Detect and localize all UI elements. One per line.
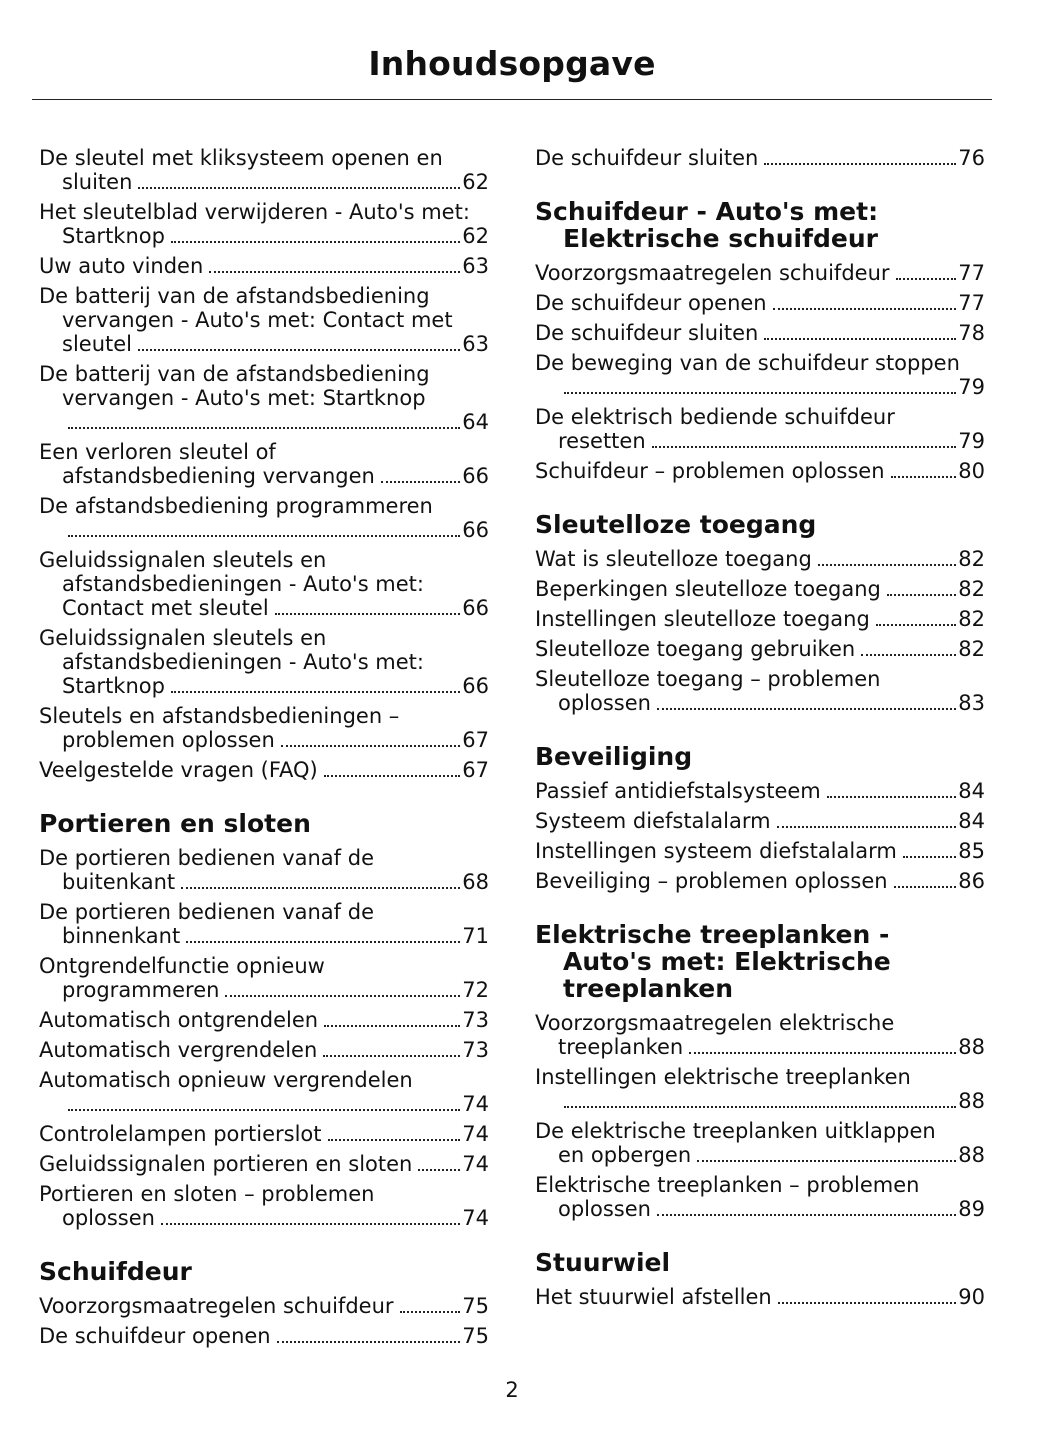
dot-leader <box>818 564 956 566</box>
dot-leader <box>161 1223 460 1225</box>
toc-entry-text: vervangen - Auto's met: Contact met <box>62 308 453 332</box>
toc-page-number: 63 <box>462 332 489 356</box>
toc-entry[interactable] <box>535 1285 985 1309</box>
dot-leader <box>564 392 956 394</box>
toc-entry[interactable] <box>39 1038 489 1062</box>
toc-entry[interactable] <box>39 1324 489 1348</box>
section-heading-sleutelloze: Sleutelloze toegang <box>535 510 817 539</box>
toc-group-sleutels <box>39 146 489 782</box>
dot-leader <box>778 1302 957 1304</box>
toc-entry-text: oplossen <box>558 691 651 715</box>
toc-entry[interactable] <box>535 1065 985 1113</box>
toc-entry[interactable] <box>39 440 489 488</box>
toc-entry[interactable] <box>39 758 489 782</box>
toc-entry[interactable] <box>535 869 985 893</box>
toc-entry-text: Startknop <box>62 674 165 698</box>
toc-entry-text: De beweging van de schuifdeur stoppen <box>535 351 960 375</box>
toc-entry[interactable] <box>39 1068 489 1116</box>
toc-entry[interactable] <box>39 1008 489 1032</box>
dot-leader <box>68 427 460 429</box>
toc-section-portieren <box>39 846 489 1230</box>
toc-page-number: 88 <box>958 1143 985 1167</box>
toc-entry-text: afstandsbedieningen - Auto's met: <box>62 572 424 596</box>
toc-entry-text: Voorzorgsmaatregelen schuifdeur <box>39 1294 394 1318</box>
toc-page-number: 72 <box>462 978 489 1002</box>
toc-page-number: 77 <box>958 261 985 285</box>
toc-entry[interactable] <box>535 321 985 345</box>
toc-entry-text: Portieren en sloten – problemen <box>39 1182 375 1206</box>
toc-section-elektrische-schuifdeur <box>535 261 985 483</box>
toc-entry[interactable] <box>39 704 489 752</box>
toc-page-number: 82 <box>958 547 985 571</box>
dot-leader <box>138 349 460 351</box>
toc-page-number: 76 <box>958 146 985 170</box>
section-heading-line: Elektrische treeplanken - <box>535 920 890 949</box>
toc-entry-text: vervangen - Auto's met: Startknop <box>62 386 426 410</box>
toc-entry-text: afstandsbediening vervangen <box>62 464 375 488</box>
toc-entry[interactable] <box>39 954 489 1002</box>
dot-leader <box>68 1109 460 1111</box>
toc-entry-text: Veelgestelde vragen (FAQ) <box>39 758 318 782</box>
toc-entry[interactable] <box>535 637 985 661</box>
toc-entry-text: sleutel <box>62 332 132 356</box>
dot-leader <box>861 654 956 656</box>
dot-leader <box>689 1052 956 1054</box>
toc-entry-text: De afstandsbediening programmeren <box>39 494 433 518</box>
toc-entry-text: binnenkant <box>62 924 181 948</box>
toc-entry-text: en opbergen <box>558 1143 692 1167</box>
toc-entry-text: problemen oplossen <box>62 728 275 752</box>
toc-entry[interactable] <box>535 779 985 803</box>
toc-entry-text: Contact met sleutel <box>62 596 269 620</box>
toc-page-number: 77 <box>958 291 985 315</box>
toc-entry[interactable] <box>39 1294 489 1318</box>
dot-leader <box>381 481 460 483</box>
toc-entry-text: Controlelampen portierslot <box>39 1122 322 1146</box>
toc-entry-text: De sleutel met kliksysteem openen en <box>39 146 443 170</box>
dot-leader <box>777 826 957 828</box>
toc-entry[interactable] <box>39 626 489 698</box>
dot-leader <box>186 941 460 943</box>
toc-entry-text: treeplanken <box>558 1035 684 1059</box>
title-divider <box>32 99 992 100</box>
toc-entry[interactable] <box>535 146 985 170</box>
toc-entry[interactable] <box>535 459 985 483</box>
toc-entry-text: De elektrische treeplanken uitklappen <box>535 1119 936 1143</box>
toc-page-number: 85 <box>958 839 985 863</box>
toc-entry-text: Automatisch opnieuw vergrendelen <box>39 1068 413 1092</box>
toc-entry-text: Schuifdeur – problemen oplossen <box>535 459 885 483</box>
toc-entry[interactable] <box>535 547 985 571</box>
toc-page-number: 74 <box>462 1122 489 1146</box>
toc-page-number: 88 <box>958 1035 985 1059</box>
toc-entry[interactable] <box>39 1152 489 1176</box>
dot-leader <box>657 708 956 710</box>
toc-entry[interactable] <box>535 607 985 631</box>
toc-entry-text: Geluidssignalen sleutels en <box>39 626 327 650</box>
dot-leader <box>903 856 956 858</box>
toc-page-number: 75 <box>462 1324 489 1348</box>
toc-entry[interactable] <box>535 351 985 399</box>
toc-page-number: 66 <box>462 674 489 698</box>
toc-section-treeplanken <box>535 1011 985 1221</box>
toc-left-column <box>39 146 489 1354</box>
toc-page-number: 83 <box>958 691 985 715</box>
toc-entry[interactable] <box>535 291 985 315</box>
toc-page-number: 64 <box>462 410 489 434</box>
section-heading-portieren: Portieren en sloten <box>39 809 311 838</box>
toc-entry-text: resetten <box>558 429 646 453</box>
dot-leader <box>323 1055 460 1057</box>
toc-entry-text: Elektrische treeplanken – problemen <box>535 1173 920 1197</box>
dot-leader <box>773 308 957 310</box>
dot-leader <box>171 691 460 693</box>
toc-entry[interactable] <box>535 577 985 601</box>
dot-leader <box>652 446 957 448</box>
toc-page-number: 84 <box>958 809 985 833</box>
toc-entry-text: De portieren bedienen vanaf de <box>39 900 374 924</box>
toc-entry-text: Het stuurwiel afstellen <box>535 1285 772 1309</box>
dot-leader <box>209 271 460 273</box>
toc-entry-text: Een verloren sleutel of <box>39 440 276 464</box>
toc-entry-text: Sleutelloze toegang gebruiken <box>535 637 856 661</box>
dot-leader <box>764 338 956 340</box>
toc-page-number: 75 <box>462 1294 489 1318</box>
dot-leader <box>400 1311 461 1313</box>
dot-leader <box>657 1214 956 1216</box>
section-heading-stuurwiel: Stuurwiel <box>535 1248 671 1277</box>
toc-entry[interactable] <box>39 1122 489 1146</box>
toc-entry-text: Geluidssignalen portieren en sloten <box>39 1152 413 1176</box>
toc-page-number: 88 <box>958 1089 985 1113</box>
dot-leader <box>894 886 957 888</box>
toc-entry[interactable] <box>39 846 489 894</box>
toc-entry-text: Ontgrendelfunctie opnieuw <box>39 954 325 978</box>
dot-leader <box>277 1341 461 1343</box>
toc-section-schuifdeur <box>39 1294 489 1348</box>
toc-entry[interactable] <box>39 1182 489 1230</box>
toc-entry[interactable] <box>39 548 489 620</box>
toc-page-number: 67 <box>462 758 489 782</box>
toc-entry-text: De schuifdeur sluiten <box>535 146 759 170</box>
dot-leader <box>324 1025 460 1027</box>
section-heading-beveiliging: Beveiliging <box>535 742 693 771</box>
toc-entry[interactable] <box>535 809 985 833</box>
toc-page-number: 74 <box>462 1152 489 1176</box>
toc-entry-text: Sleutels en afstandsbedieningen – <box>39 704 400 728</box>
toc-entry-text: oplossen <box>558 1197 651 1221</box>
toc-page-number: 86 <box>958 869 985 893</box>
toc-entry-text: Voorzorgsmaatregelen elektrische <box>535 1011 895 1035</box>
page-title: Inhoudsopgave <box>368 44 656 83</box>
toc-page-number: 66 <box>462 596 489 620</box>
toc-entry[interactable] <box>535 1119 985 1167</box>
toc-page-number: 79 <box>958 429 985 453</box>
toc-entry-text: Wat is sleutelloze toegang <box>535 547 812 571</box>
toc-entry-text: Beveiliging – problemen oplossen <box>535 869 888 893</box>
toc-entry-text: afstandsbedieningen - Auto's met: <box>62 650 424 674</box>
section-heading-line: treeplanken <box>563 974 734 1003</box>
toc-entry-text: Instellingen systeem diefstalalarm <box>535 839 897 863</box>
toc-entry-text: buitenkant <box>62 870 176 894</box>
toc-entry[interactable] <box>535 1011 985 1059</box>
section-heading-line: Auto's met: Elektrische <box>563 947 891 976</box>
toc-page-number: 82 <box>958 637 985 661</box>
toc-page-number: 73 <box>462 1008 489 1032</box>
toc-entry-text: Uw auto vinden <box>39 254 204 278</box>
toc-page-number: 62 <box>462 170 489 194</box>
dot-leader <box>876 624 956 626</box>
dot-leader <box>891 476 957 478</box>
page-number: 2 <box>505 1378 519 1402</box>
toc-entry-text: Instellingen elektrische treeplanken <box>535 1065 911 1089</box>
toc-entry-text: De batterij van de afstandsbediening <box>39 284 430 308</box>
section-heading-treeplanken <box>535 921 985 1002</box>
toc-page-number: 68 <box>462 870 489 894</box>
toc-page-number: 71 <box>462 924 489 948</box>
toc-page-number: 79 <box>958 375 985 399</box>
toc-entry[interactable] <box>535 667 985 715</box>
toc-entry-text: De portieren bedienen vanaf de <box>39 846 374 870</box>
section-heading-line: Elektrische schuifdeur <box>563 224 878 253</box>
toc-page-number: 67 <box>462 728 489 752</box>
toc-page-number: 74 <box>462 1206 489 1230</box>
toc-section-sleutelloze <box>535 547 985 715</box>
toc-entry[interactable] <box>535 261 985 285</box>
toc-entry-text: Instellingen sleutelloze toegang <box>535 607 870 631</box>
toc-entry-text: sluiten <box>62 170 133 194</box>
dot-leader <box>138 187 460 189</box>
toc-entry-text: Sleutelloze toegang – problemen <box>535 667 881 691</box>
toc-entry-text: De schuifdeur openen <box>39 1324 271 1348</box>
toc-page-number: 80 <box>958 459 985 483</box>
dot-leader <box>764 163 956 165</box>
toc-entry[interactable] <box>535 1173 985 1221</box>
dot-leader <box>827 796 957 798</box>
toc-page-number: 66 <box>462 518 489 542</box>
dot-leader <box>896 278 957 280</box>
toc-entry-text: Beperkingen sleutelloze toegang <box>535 577 881 601</box>
toc-entry-text: Geluidssignalen sleutels en <box>39 548 327 572</box>
toc-entry-text: Automatisch vergrendelen <box>39 1038 318 1062</box>
dot-leader <box>887 594 956 596</box>
toc-entry[interactable] <box>39 284 489 356</box>
dot-leader <box>328 1139 461 1141</box>
toc-group-schuifdeur-continued <box>535 146 985 170</box>
dot-leader <box>324 775 461 777</box>
toc-page-number: 73 <box>462 1038 489 1062</box>
section-heading-schuifdeur: Schuifdeur <box>39 1257 192 1286</box>
toc-page-number: 89 <box>958 1197 985 1221</box>
toc-entry-text: oplossen <box>62 1206 155 1230</box>
toc-entry-text: Automatisch ontgrendelen <box>39 1008 319 1032</box>
toc-entry[interactable] <box>39 254 489 278</box>
dot-leader <box>564 1106 956 1108</box>
toc-section-beveiliging <box>535 779 985 893</box>
toc-entry-text: De batterij van de afstandsbediening <box>39 362 430 386</box>
dot-leader <box>171 241 460 243</box>
section-heading-elektrische-schuifdeur <box>535 198 985 252</box>
dot-leader <box>418 1169 460 1171</box>
dot-leader <box>68 535 460 537</box>
toc-page-number: 62 <box>462 224 489 248</box>
toc-page-number: 82 <box>958 607 985 631</box>
toc-entry[interactable] <box>39 146 489 194</box>
toc-entry-text: De schuifdeur openen <box>535 291 767 315</box>
toc-entry-text: De schuifdeur sluiten <box>535 321 759 345</box>
toc-section-stuurwiel <box>535 1285 985 1309</box>
toc-page-number: 84 <box>958 779 985 803</box>
dot-leader <box>275 613 461 615</box>
toc-page-number: 82 <box>958 577 985 601</box>
toc-entry[interactable] <box>39 200 489 248</box>
toc-entry-text: Passief antidiefstalsysteem <box>535 779 821 803</box>
toc-page-number: 74 <box>462 1092 489 1116</box>
toc-entry[interactable] <box>535 839 985 863</box>
toc-page-number: 78 <box>958 321 985 345</box>
dot-leader <box>281 745 460 747</box>
toc-page-number: 90 <box>958 1285 985 1309</box>
toc-entry-text: Startknop <box>62 224 165 248</box>
toc-page-number: 66 <box>462 464 489 488</box>
dot-leader <box>697 1160 956 1162</box>
toc-entry-text: programmeren <box>62 978 220 1002</box>
toc-entry[interactable] <box>535 405 985 453</box>
dot-leader <box>181 887 460 889</box>
toc-entry[interactable] <box>39 494 489 542</box>
toc-right-column <box>535 146 985 1315</box>
toc-entry-text: De elektrisch bediende schuifdeur <box>535 405 895 429</box>
dot-leader <box>225 995 460 997</box>
toc-entry[interactable] <box>39 900 489 948</box>
toc-page-number: 63 <box>462 254 489 278</box>
toc-entry[interactable] <box>39 362 489 434</box>
toc-entry-text: Voorzorgsmaatregelen schuifdeur <box>535 261 890 285</box>
toc-entry-text: Het sleutelblad verwijderen - Auto's met: <box>39 200 470 224</box>
section-heading-line: Schuifdeur - Auto's met: <box>535 197 879 226</box>
toc-entry-text: Systeem diefstalalarm <box>535 809 771 833</box>
